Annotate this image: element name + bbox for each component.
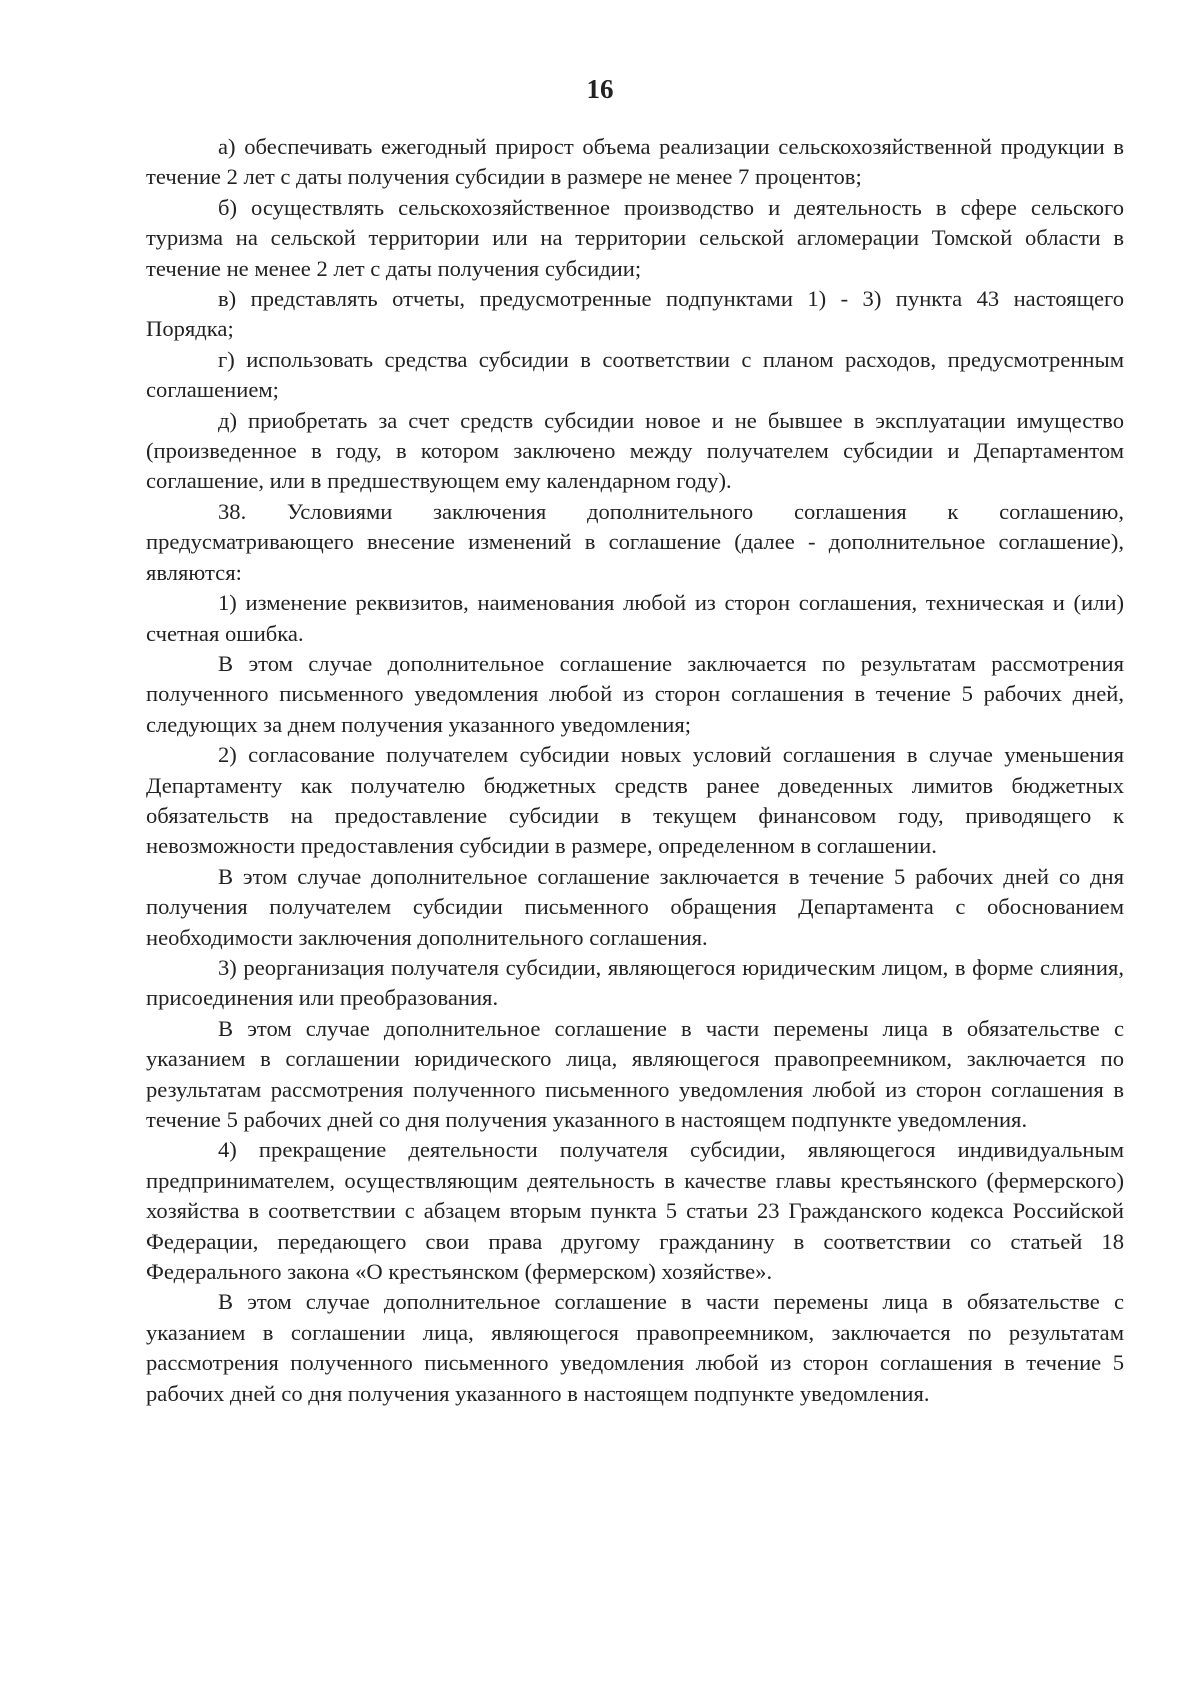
paragraph-condition-1: 1) изменение реквизитов, наименования любой из сторон соглашения, техническая и (или) счетная ошибка. [146,590,1124,646]
paragraph-condition-3-detail: В этом случае дополнительное соглашение в части перемены лица в обязательстве с указанием в соглашении юридического лица, являющегося правопреемником, заключается по результатам рассмотрения полученного письменного уведомления любой из сторон соглашения в течение 5 рабочих дней со дня получения указанного в настоящем подпункте уведомления. [146,1015,1124,1132]
paragraph-condition-2: 2) согласование получателем субсидии новых условий соглашения в случае уменьшения Департаменту как получателю бюджетных средств ранее доведенных лимитов бюджетных обязательств на предоставление субсидии в текущем финансовом году, приводящего к невозможности предоставления субсидии в размере, определенном в соглашении. [146,742,1124,859]
paragraph-condition-4-detail: В этом случае дополнительное соглашение в части перемены лица в обязательстве с указанием в соглашении лица, являющегося правопреемником, заключается по результатам рассмотрения полученного письменного уведомления любой из сторон соглашения в течение 5 рабочих дней со дня получения указанного в настоящем подпункте уведомления. [146,1289,1124,1406]
paragraph-condition-1-detail: В этом случае дополнительное соглашение заключается по результатам рассмотрения полученного письменного уведомления любой из сторон соглашения в течение 5 рабочих дней, следующих за днем получения указанного уведомления; [146,650,1124,737]
paragraph-condition-2-detail: В этом случае дополнительное соглашение заключается в течение 5 рабочих дней со дня получения получателем субсидии письменного обращения Департамента с обоснованием необходимости заключения дополнительного соглашения. [146,863,1124,950]
paragraph-clause-38: 38. Условиями заключения дополнительного соглашения к соглашению, предусматривающего внесение изменений в соглашение (далее - дополнительное соглашение), являются: [146,498,1124,585]
paragraph-subitem-d: д) приобретать за счет средств субсидии новое и не бывшее в эксплуатации имущество (произведенное в году, в котором заключено между получателем субсидии и Департаментом соглашение, или в предшествующем ему календарном году). [146,407,1124,494]
paragraph-subitem-g: г) использовать средства субсидии в соответствии с планом расходов, предусмотренным соглашением; [146,346,1124,403]
paragraph-condition-4: 4) прекращение деятельности получателя субсидии, являющегося индивидуальным предпринимателем, осуществляющим деятельность в качестве главы крестьянского (фермерского) хозяйства в соответствии с абзацем вторым пункта 5 статьи 23 Гражданского кодекса Российской Федерации, передающего свои права другому гражданину в соответствии со статьей 18 Федерального закона «О крестьянском (фермерском) хозяйстве». [146,1137,1124,1285]
paragraph-subitem-v: в) представлять отчеты, предусмотренные подпунктами 1) - 3) пункта 43 настоящего Порядка; [146,286,1124,342]
paragraph-condition-3: 3) реорганизация получателя субсидии, являющегося юридическим лицом, в форме слияния, присоединения или преобразования. [146,954,1124,1011]
paragraph-subitem-b: б) осуществлять сельскохозяйственное производство и деятельность в сфере сельского туризма на сельской территории или на территории сельской агломерации Томской области в течение не менее 2 лет с даты получения субсидии; [146,194,1124,281]
document-body [146,132,1124,1409]
page-number: 16 [586,74,614,104]
paragraph-subitem-a: а) обеспечивать ежегодный прирост объема реализации сельскохозяйственной продукции в течение 2 лет с даты получения субсидии в размере не менее 7 процентов; [146,134,1124,190]
